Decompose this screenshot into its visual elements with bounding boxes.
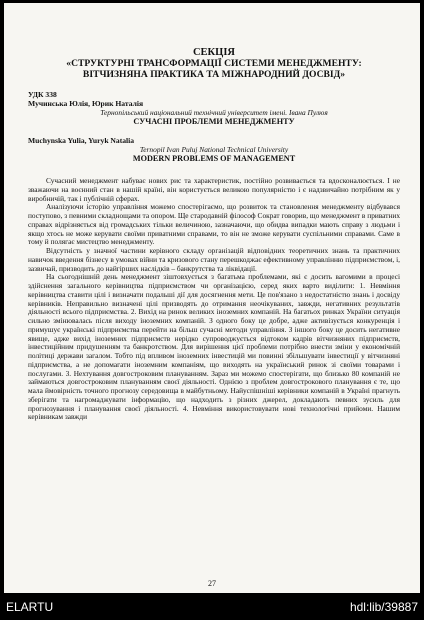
ua-article-title: СУЧАСНІ ПРОБЛЕМИ МЕНЕДЖМЕНТУ — [133, 117, 295, 126]
repository-footer — [0, 596, 424, 620]
page-number: 27 — [208, 579, 216, 588]
paragraph-4: На сьогоднішній день менеджмент зіштовхується з багатьма проблемами, які є досить вагомими в процесі здійснення загального керівництва підприємством чи організацією, серед яких варто виділити: 1. Невміння керівництва ставити цілі і визначати подальші дії для досягнення мети. Це пов'язано з недостатністю знань і досвіду керівників. Неправильно визначені цілі призводять до отримання неочікуваних, завжди, негативних результатів діяльності всього підприємства. 2. Вихід на ринок великих іноземних компаній. На багатьох ринках України ситуація сильно змінювалась після виходу іноземних компаній. З одного боку це добре, адже активізується конкуренція і примушує українські підприємства перейти на більш сучасні методи управління. З іншого боку це досить негативне явище, адже вихід іноземних підприємств нерідко супроводжується відтоком кадрів вітчизняних підприємств, інвестиційним придушенням та банкротством. Для вирішення цієї проблеми потрібно внести зміни у економічній політиці держави загалом. Тобто під впливом іноземних інвестицій ми повинні збільшувати інвестиції у вітчизняні підприємства, а не допомагати іноземним компаніям, що виходять на український ринок зі своїми товарами і послугами. 3. Нехтування довгостроковим плануванням. Зараз ми можемо спостерігати, що близько 80 компаній не займаються довгостроковим плануванням своєї діяльності. Однією з проблем довгострокового планування є те, що мала ймовірність точного прогнозу середовища в майбутньому. Найуспішніші керівники компаній в Україні прагнуть зберігати та нагромаджувати інформацію, що надходить з різних джерел, докладають певних зусиль для прогнозування і планування своєї діяльності. 4. Невміння використовувати нові технологічні прийоми. Нашим керівникам завжди — [28, 272, 400, 422]
paragraph-1: Сучасний менеджмент набуває нових рис та характеристик, постійно розвивається та вдосконалюється. І не зважаючи на воєнний стан в нашій країні, він користується великою популярністю і є надзвичайно потрібним як у виробничій, так і публічній сферах. — [28, 176, 400, 203]
section-title-line-2: ВІТЧИЗНЯНА ПРАКТИКА ТА МІЖНАРОДНИЙ ДОСВІД» — [82, 69, 346, 80]
handle-id: hdl:lib/39887 — [349, 600, 418, 614]
ua-authors: Мучинська Юлія, Юрик Наталія — [28, 99, 144, 108]
paragraph-2: Аналізуючи історію управління можемо спостерігаємо, що розвиток та становлення менеджменту відбувався поступово, з певними складнощами та опором. Ще стародавній філософ Сократ говорив, що менеджмент в приватних справах відрізняється від громадських тільки величиною, зазначаючи, що обидва випадки мають справу з людьми і якщо хтось не може керувати своїми приватними справами, то він не зможе керувати суспільними справами. Саме в тому й полягає мистецтво менеджменту. — [28, 202, 400, 247]
section-title-line-1: «СТРУКТУРНІ ТРАНСФОРМАЦІЇ СИСТЕМИ МЕНЕДЖМЕНТУ: — [66, 58, 362, 69]
paragraph-3: Відсутність у значної частини керівного складу організацій відповідних теоретичних знань та практичних навичок введення бізнесу в умовах війни та кризового стану перешкоджає ефективному управлінню підприємством, і, зазвичай, призводить до найгірших наслідків – банкрутства та ліквідації. — [28, 246, 400, 273]
article-body — [28, 177, 400, 422]
document-page — [4, 3, 420, 593]
ua-affiliation: Тернопільський національний технічний університет імені. Івана Пулюя — [100, 108, 328, 117]
repository-name: ELARTU — [6, 600, 54, 614]
en-article-title: MODERN PROBLEMS OF MANAGEMENT — [132, 154, 296, 163]
udk-code: УДК 338 — [28, 90, 57, 99]
page-content — [28, 47, 400, 422]
en-authors: Muchynska Yulia, Yuryk Natalia — [28, 136, 135, 145]
en-affiliation: Ternopil Ivan Puluj National Technical University — [139, 145, 289, 154]
section-label: СЕКЦІЯ — [192, 47, 236, 58]
